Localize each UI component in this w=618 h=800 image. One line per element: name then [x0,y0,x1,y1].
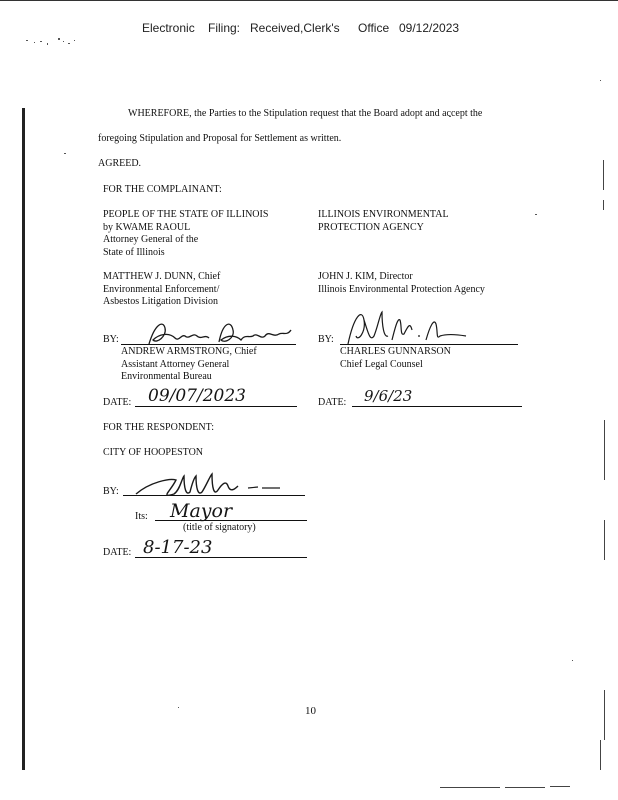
left-signer-block [121,346,257,384]
respondent-date-value: 8-17-23 [143,537,213,558]
header-received: Received,Clerk's [250,21,340,35]
header-electronic: Electronic [142,21,195,35]
title-value: Mayor [170,500,233,522]
left-official-line: Asbestos Litigation Division [103,296,218,307]
right-date-line [352,406,522,407]
left-party-line: PEOPLE OF THE STATE OF ILLINOIS [103,209,269,220]
title-caption: (title of signatory) [183,522,256,533]
page-number: 10 [305,705,316,717]
left-official-line: Environmental Enforcement/ [103,283,220,295]
its-label: Its: [135,511,148,522]
right-signer-block [340,346,451,371]
header-date: 09/12/2023 [399,21,460,35]
complainant-heading: FOR THE COMPLAINANT: [103,184,222,195]
left-party-line: State of Illinois [103,246,165,258]
right-by-label: BY: [318,334,334,345]
left-date-line [135,406,297,407]
respondent-by-label: BY: [103,486,119,497]
right-official-line: JOHN J. KIM, Director [318,271,413,282]
respondent-heading: FOR THE RESPONDENT: [103,422,214,433]
header-office: Office [358,21,390,35]
right-signer-line: Chief Legal Counsel [340,358,423,370]
header-filing: Filing: [208,21,241,35]
right-party-line: PROTECTION AGENCY [318,221,424,233]
left-signer-line: Environmental Bureau [121,371,212,382]
right-party-block [318,209,449,234]
left-by-label: BY: [103,334,119,345]
left-date-value: 09/07/2023 [148,386,246,406]
right-party-line: ILLINOIS ENVIRONMENTAL [318,209,449,220]
right-signature-image [340,306,470,348]
agreed-label: AGREED. [98,158,142,169]
right-official-line: Illinois Environmental Protection Agency [318,283,485,295]
left-signer-line: Assistant Attorney General [121,358,230,370]
right-official-block [318,271,485,296]
paragraph-line-1: WHEREFORE, the Parties to the Stipulation request that the Board adopt and accept the [128,108,483,119]
respondent-date-label: DATE: [103,547,132,558]
right-signer-line: CHARLES GUNNARSON [340,346,451,357]
respondent-name: CITY OF HOOPESTON [103,447,204,458]
left-party-block [103,209,268,259]
right-date-label: DATE: [318,397,347,408]
left-official-block [103,271,220,309]
left-signature-image [145,318,295,348]
right-date-value: 9/6/23 [364,387,413,405]
left-date-label: DATE: [103,397,132,408]
respondent-signature-image [130,470,290,502]
paragraph-line-2: foregoing Stipulation and Proposal for Settlement as written. [98,133,342,144]
left-party-line: Attorney General of the [103,234,199,245]
left-party-line: by KWAME RAOUL [103,221,191,233]
left-official-line: MATTHEW J. DUNN, Chief [103,271,221,282]
left-signer-line: ANDREW ARMSTRONG, Chief [121,346,257,357]
